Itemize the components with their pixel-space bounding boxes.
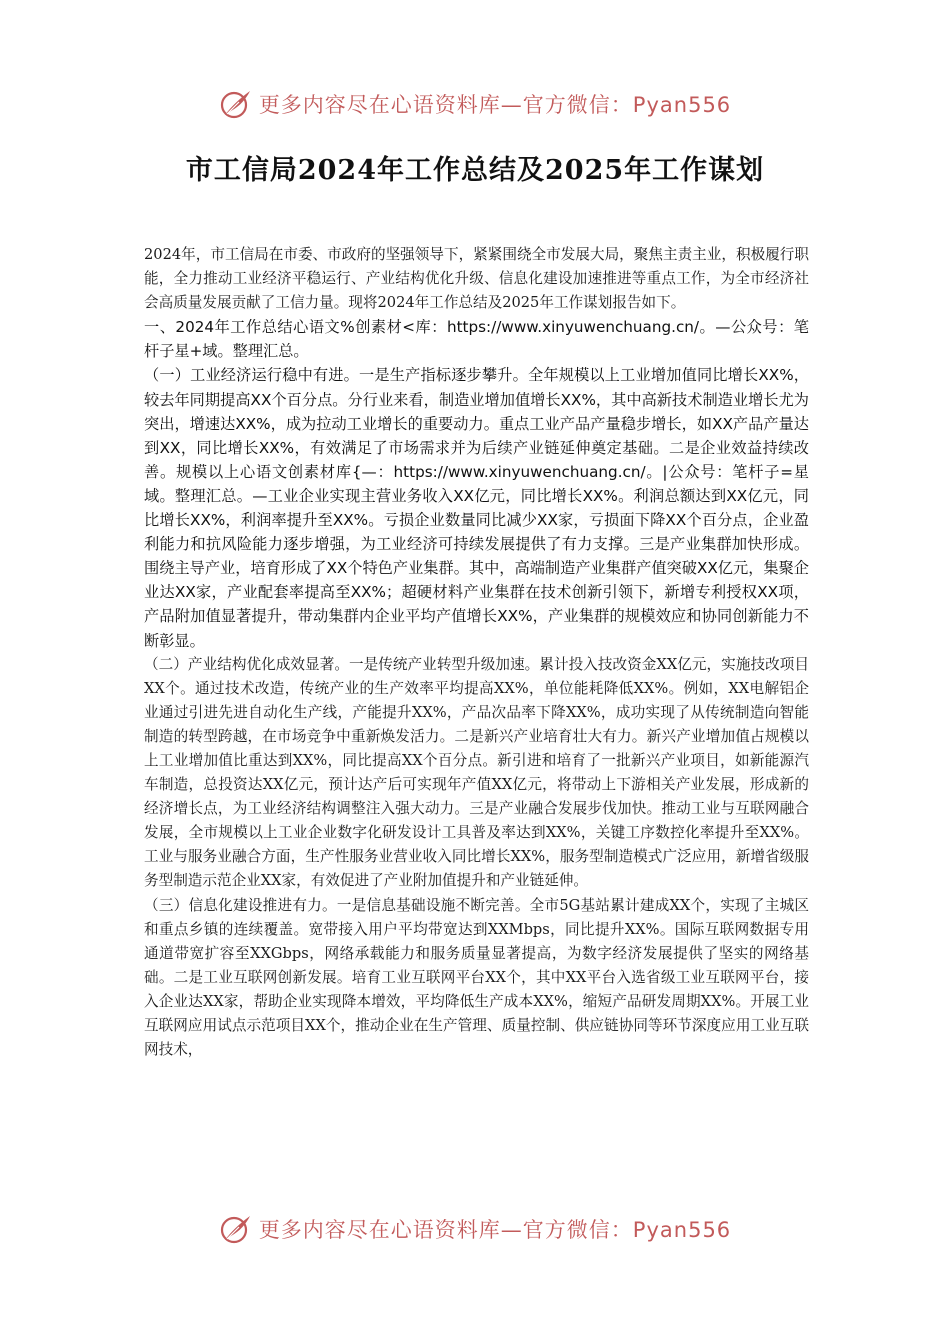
watermark-header [0, 82, 950, 126]
paragraph-industrial-economy: （一）工业经济运行稳中有进。一是生产指标逐步攀升。全年规模以上工业增加值同比增长XX%，较去年同期提高XX个百分点。分行业来看，制造业增加值增长XX%，其中高新技术制造业增长尤为突出，增速达XX%，成为拉动工业增长的重要动力。重点工业产品产量稳步增长，如XX产品产量达到XX，同比增长XX%，有效满足了市场需求并为后续产业链延伸奠定基础。二是企业效益持续改善。规模以上心语文创素材库{—：https://www.xinyuwenchuang.cn/。|公众号：笔杆子=星域。整理汇总。—工业企业实现主营业务收入XX亿元，同比增长XX%。利润总额达到XX亿元，同比增长XX%，利润率提升至XX%。亏损企业数量同比减少XX家，亏损面下降XX个百分点，企业盈利能力和抗风险能力逐步增强，为工业经济可持续发展提供了有力支撑。三是产业集群加快形成。围绕主导产业，培育形成了XX个特色产业集群。其中，高端制造产业集群产值突破XX亿元，集聚企业达XX家，产业配套率提高至XX%；超硬材料产业集群在技术创新引领下，新增专利授权XX项，产品附加值显著提升，带动集群内企业平均产值增长XX%，产业集群的规模效应和协同创新能力不断彰显。 [144, 366, 809, 650]
quill-logo-icon [219, 1212, 253, 1246]
paragraph-industrial-structure: （二）产业结构优化成效显著。一是传统产业转型升级加速。累计投入技改资金XX亿元，实施技改项目XX个。通过技术改造，传统产业的生产效率平均提高XX%，单位能耗降低XX%。例如，XX电解铝企业通过引进先进自动化生产线，产能提升XX%，产品次品率下降XX%，成功实现了从传统制造向智能制造的转型跨越，在市场竞争中重新焕发活力。二是新兴产业培育壮大有力。新兴产业增加值占规模以上工业增加值比重达到XX%，同比提高XX个百分点。新引进和培育了一批新兴产业项目，如新能源汽车制造，总投资达XX亿元，预计达产后可实现年产值XX亿元，将带动上下游相关产业发展，形成新的经济增长点，为工业经济结构调整注入强大动力。三是产业融合发展步伐加快。推动工业与互联网融合发展，全市规模以上工业企业数字化研发设计工具普及率达到XX%，关键工序数控化率提升至XX%。工业与服务业融合方面，生产性服务业营业收入同比增长XX%，服务型制造模式广泛应用，新增省级服务型制造示范企业XX家，有效促进了产业附加值提升和产业链延伸。 [144, 655, 809, 890]
document-body [144, 243, 809, 1062]
paragraph-informatization: （三）信息化建设推进有力。一是信息基础设施不断完善。全市5G基站累计建成XX个，实现了主城区和重点乡镇的连续覆盖。宽带接入用户平均带宽达到XXMbps，同比提升XX%。国际互联网数据专用通道带宽扩容至XXGbps，网络承载能力和服务质量显著提高，为数字经济发展提供了坚实的网络基础。二是工业互联网创新发展。培育工业互联网平台XX个，其中XX平台入选省级工业互联网平台，接入企业达XX家，帮助企业实现降本增效，平均降低生产成本XX%，缩短产品研发周期XX%。开展工业互联网应用试点示范项目XX个，推动企业在生产管理、质量控制、供应链协同等环节深度应用工业互联网技术， [144, 896, 809, 1059]
watermark-text: 更多内容尽在心语资料库—官方微信：Pyan556 [258, 1218, 732, 1242]
document-title: 市工信局2024年工作总结及2025年工作谋划 [185, 155, 765, 186]
quill-logo-icon [219, 87, 253, 121]
section-heading-summary: 一、2024年工作总结心语文%创素材<库：https://www.xinyuwenchuang.cn/。—公众号：笔杆子星+域。整理汇总。 [144, 318, 809, 361]
intro-paragraph: 2024年，市工信局在市委、市政府的坚强领导下，紧紧围绕全市发展大局，聚焦主责主业，积极履行职能，全力推动工业经济平稳运行、产业结构优化升级、信息化建设加速推进等重点工作，为全市经济社会高质量发展贡献了工信力量。现将2024年工作总结及2025年工作谋划报告如下。 [144, 246, 809, 312]
watermark-footer [0, 1207, 950, 1251]
watermark-text: 更多内容尽在心语资料库—官方微信：Pyan556 [258, 93, 732, 117]
